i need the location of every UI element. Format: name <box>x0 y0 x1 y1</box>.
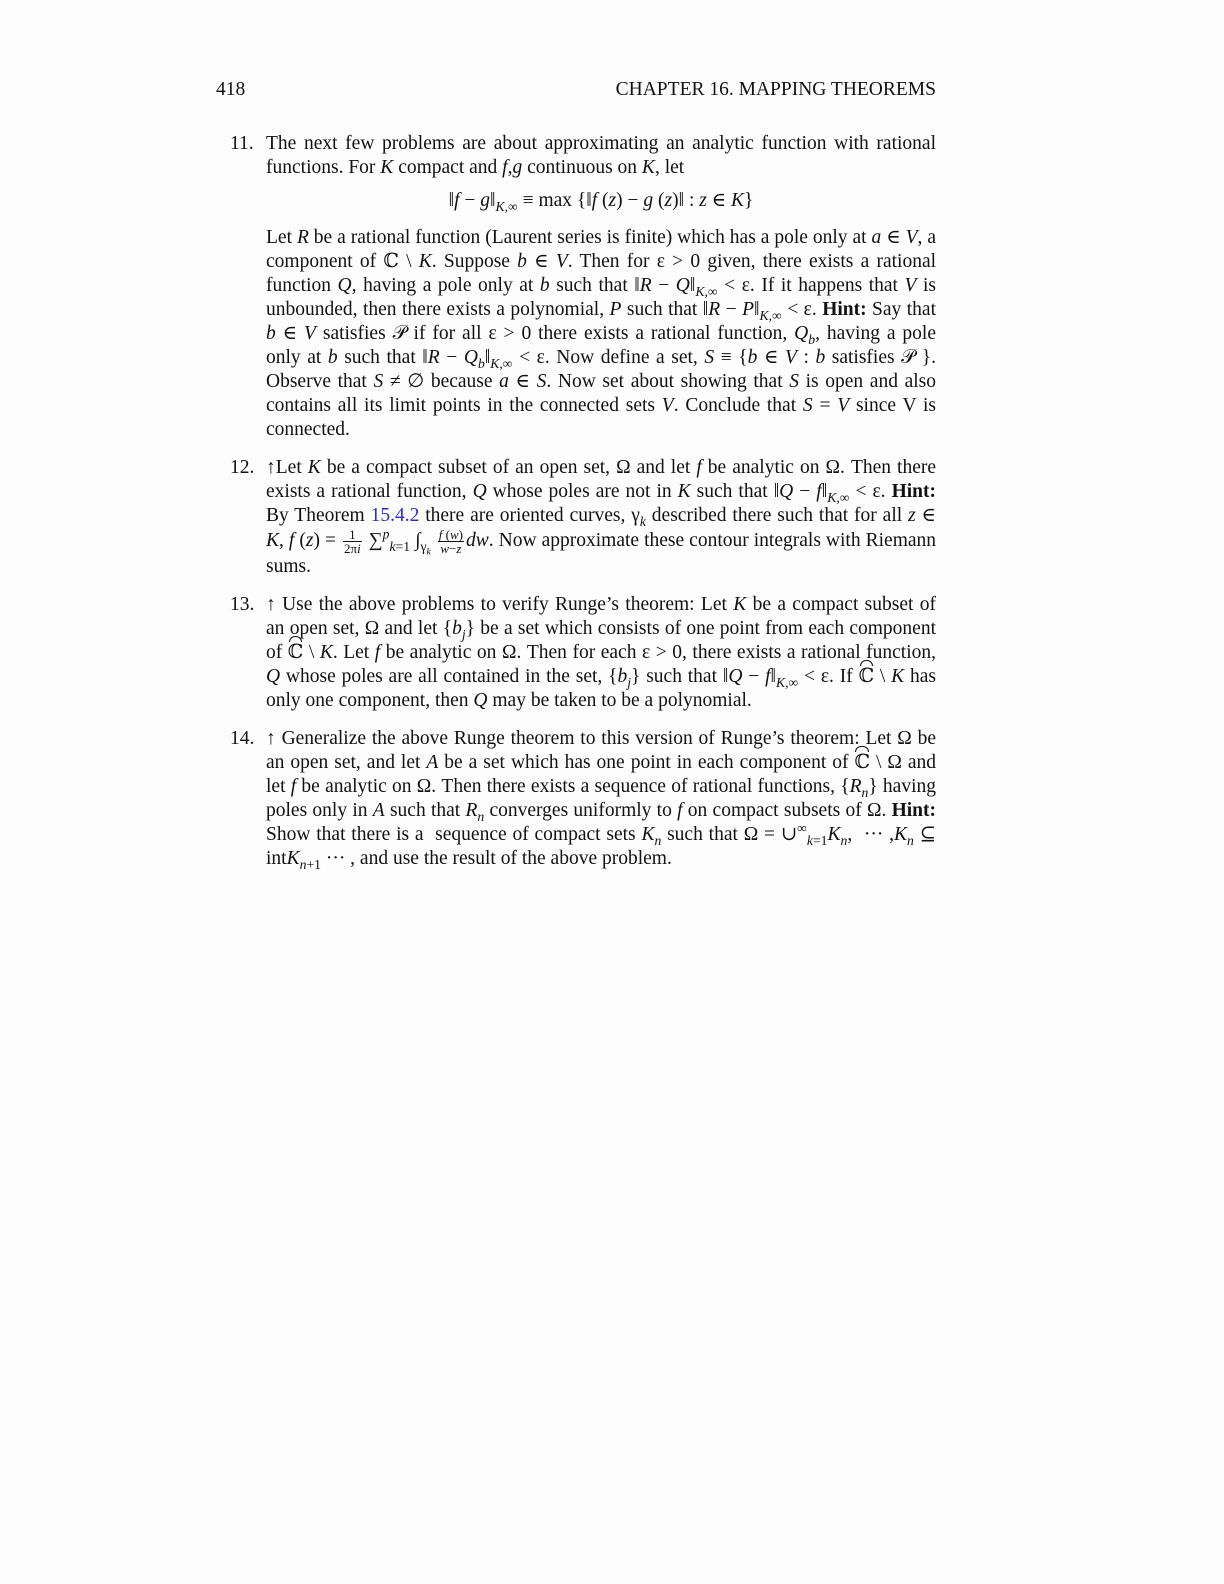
problem-number: 14. <box>230 728 255 749</box>
problem-text: ↑ Use the above problems to verify Runge’s theorem: Let K be a compact subset of an open set, Ω and let $\{b_j\}$ be a set which consists of one point from each component of ℂ \ K. Let f be analytic on Ω. Then for each ε > 0, there exists a rational function, Q whose poles are all contained in the set, $\{b_j\}$ such that ‖Q − $f‖_{K,\infty} < \varepsilon$. If ℂ \ K has only one component, then Q may be taken to be a polynomial. <box>266 594 937 711</box>
problem-text: ↑Let K be a compact subset of an open set, Ω and let f be analytic on Ω. Then there exists a rational function, Q whose poles are not in K such that ‖Q − $f‖_{K,\infty} < \varepsilon$. Hint: By Theorem 15.4.2 there are oriented curves, $\gamma_k$ described there such that for all z ∈ K, f (z) = $\frac{1}{2\pi i}$ ∑$^p_{k=1}$ $\int_{\gamma_k}$ $\frac{f (w)}{w-z}$ dw. Now approximate these contour integrals with Riemann sums. <box>266 457 937 577</box>
problem-12 <box>230 456 936 579</box>
problem-number: 12. <box>230 457 255 478</box>
chapter-title: CHAPTER 16. MAPPING THEOREMS <box>615 79 936 100</box>
problem-13 <box>230 593 936 713</box>
norm-definition: ‖f − $g‖_{K,\infty} \equiv \max$ {‖f (z) − g (z)‖ : z ∈ K} <box>448 190 754 214</box>
running-header <box>216 78 936 102</box>
problem-14 <box>230 727 936 871</box>
page-number: 418 <box>216 79 246 100</box>
problem-list <box>230 132 936 885</box>
problem-text: The next few problems are about approximating an analytic function with rational functions. For K compact and f,g continuous on K, let ‖f − $g‖_{K,\infty} \equiv \max$ {‖f (z) − g (z)‖ : z ∈ K} Let R be a rational function (Laurent series is finite) which has a pole only at a ∈ V, a component of ℂ \ K. Suppose b ∈ V. Then for ε > 0 given, there exists a rational function Q, having a pole only at b such that ‖R − $Q‖_{K,\infty} < \varepsilon$. If it happens that V is unbounded, then there exists a polynomial, P such that ‖R − $P‖_{K,\infty} < \varepsilon$. Hint: Say that b ∈ V satisfies 𝒫 if for all ε > 0 there exists a rational function, $Q_b$, having a pole only at b such that ‖R − $Q_b‖_{K,\infty} < \varepsilon$. Now define a set, S ≡ {b ∈ V : b satisfies 𝒫 }. Observe that S ≠ ∅ because a ∈ S. Now set about showing that S is open and also contains all its limit points in the connected sets V. Conclude that S = V since V is connected. <box>266 133 937 440</box>
problem-number: 11. <box>230 133 254 154</box>
problem-text: ↑ Generalize the above Runge theorem to this version of Runge’s theorem: Let Ω be an open set, and let A be a set which has one point in each component of ℂ \ Ω and let f be analytic on Ω. Then there exists a sequence of rational functions, $\{R_n\}$ having poles only in A such that $R_n$ converges uniformly to f on compact subsets of Ω. Hint: Show that there is a sequence of compact sets $K_n$ such that $\Omega = \cup^\infty_{k=1}K_n$, ··· $,K_n$ ⊆ intK$_{n+1}$ ··· , and use the result of the above problem. <box>266 728 937 872</box>
theorem-link[interactable]: 15.4.2 <box>370 505 420 526</box>
problem-11 <box>230 132 936 442</box>
problem-number: 13. <box>230 594 255 615</box>
